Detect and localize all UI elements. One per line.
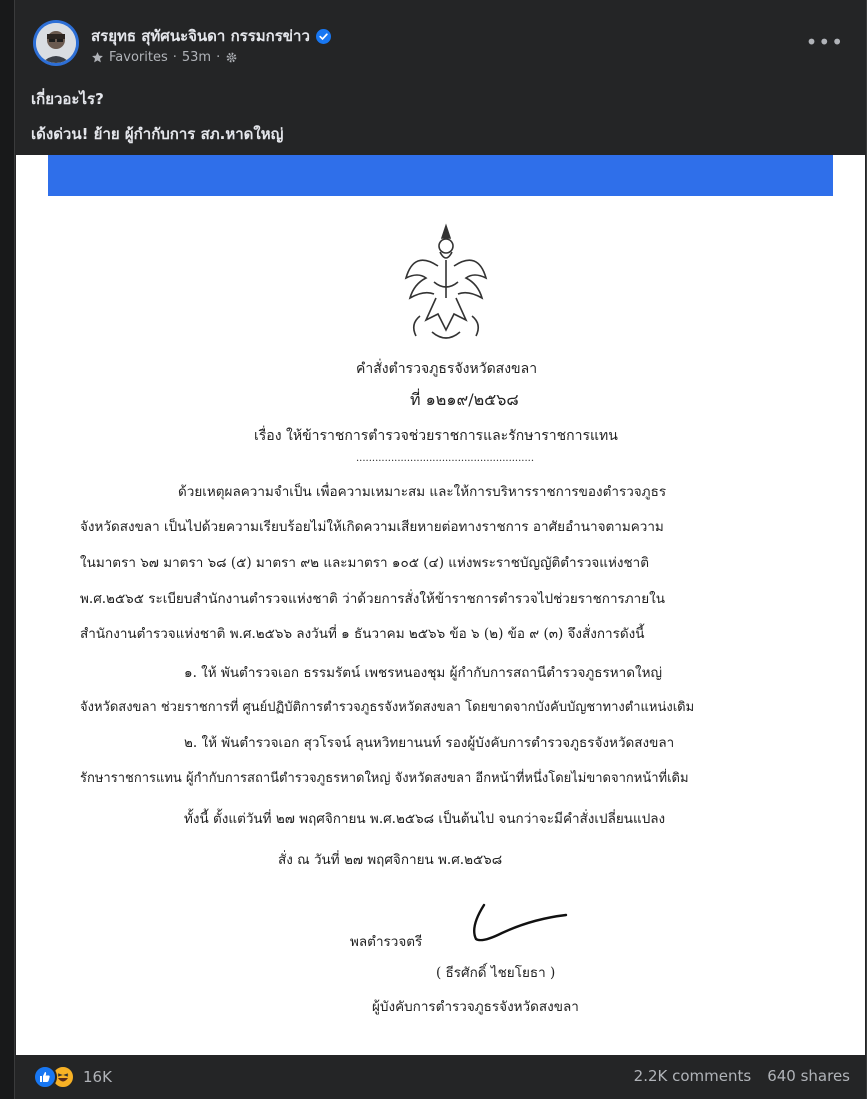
para1-line4: พ.ศ.๒๕๖๕ ระเบียบสำนักงานตำรวจแห่งชาติ ว่าด้วยการสั่งให้ข้าราชการตำรวจไปช่วยราชการภายใน bbox=[80, 591, 665, 607]
para1-line2: จังหวัดสงขลา เป็นไปด้วยความเรียบร้อยไม่ให้เกิดความเสียหายต่อทางราชการ อาศัยอำนาจตามความ bbox=[80, 519, 664, 535]
order-subject: เรื่อง ให้ข้าราชการตำรวจช่วยราชการและรักษาราชการแทน bbox=[254, 428, 618, 444]
avatar[interactable] bbox=[33, 20, 79, 66]
image-top-banner bbox=[48, 155, 833, 196]
signer-rank: พลตำรวจตรี bbox=[350, 934, 423, 950]
post-time[interactable]: 53m bbox=[181, 50, 212, 65]
comments-count[interactable]: 2.2K comments bbox=[633, 1067, 752, 1085]
post-image-document[interactable] bbox=[16, 155, 865, 1055]
garuda-emblem-icon bbox=[396, 220, 496, 350]
avatar-photo bbox=[36, 23, 76, 63]
facebook-post bbox=[14, 0, 867, 1099]
signer-position: ผู้บังคับการตำรวจภูธรจังหวัดสงขลา bbox=[372, 999, 579, 1015]
post-header bbox=[15, 0, 866, 80]
avatar-face-icon bbox=[36, 23, 76, 63]
post-text-line-2: เด้งด่วน! ย้าย ผู้กำกับการ สภ.หาดใหญ่ bbox=[31, 125, 284, 143]
verified-badge-icon bbox=[316, 29, 331, 44]
ordered-date-line: สั่ง ณ วันที่ ๒๗ พฤศจิกายน พ.ศ.๒๕๖๘ bbox=[278, 852, 503, 868]
reaction-count[interactable]: 16K bbox=[83, 1068, 112, 1086]
subject-divider: ........................................................ bbox=[356, 453, 535, 464]
reactions-summary[interactable] bbox=[33, 1065, 112, 1089]
author-name[interactable]: สรยุทธ สุทัศนะจินดา กรรมกรข่าว bbox=[91, 27, 310, 45]
item2-line1: ๒. ให้ พันตำรวจเอก สุวโรจน์ ลุนหวิทยานนท์ รองผู้บังคับการตำรวจภูธรจังหวัดสงขลา bbox=[184, 735, 675, 751]
item1-line2: จังหวัดสงขลา ช่วยราชการที่ ศูนย์ปฏิบัติการตำรวจภูธรจังหวัดสงขลา โดยขาดจากบังคับบัญชาทางตำแหน่งเดิม bbox=[80, 700, 695, 715]
post-meta bbox=[91, 50, 238, 65]
engagement-stats bbox=[634, 1067, 850, 1085]
para1-line3: ในมาตรา ๖๗ มาตรา ๖๘ (๕) มาตรา ๙๒ และมาตรา ๑๐๕ (๔) แห่งพระราชบัญญัติตำรวจแห่งชาติ bbox=[80, 555, 650, 571]
post-footer bbox=[15, 1055, 866, 1099]
meta-separator: · bbox=[172, 50, 177, 65]
like-reaction-icon bbox=[33, 1065, 57, 1089]
author-name-row bbox=[91, 24, 331, 48]
audience-label[interactable]: Favorites bbox=[109, 50, 168, 65]
post-text-line-1: เกี่ยวอะไร? bbox=[31, 90, 104, 108]
meta-separator: · bbox=[216, 50, 221, 65]
star-icon bbox=[91, 51, 104, 64]
item2-line2: รักษาราชการแทน ผู้กำกับการสถานีตำรวจภูธรหาดใหญ่ จังหวัดสงขลา อีกหน้าที่หนึ่งโดยไม่ขาดจากหน้าที่เดิม bbox=[80, 771, 689, 786]
signer-name: ( ธีรศักดิ์ ไชยโยธา ) bbox=[436, 965, 556, 981]
shares-count[interactable]: 640 shares bbox=[767, 1067, 850, 1085]
signature-mark bbox=[462, 897, 572, 947]
gear-icon[interactable] bbox=[225, 51, 238, 64]
item1-line1: ๑. ให้ พันตำรวจเอก ธรรมรัตน์ เพชรหนองชุม ผู้กำกับการสถานีตำรวจภูธรหาดใหญ่ bbox=[184, 665, 662, 681]
para1-line1: ด้วยเหตุผลความจำเป็น เพื่อความเหมาะสม และให้การบริหารราชการของตำรวจภูธร bbox=[178, 484, 667, 500]
para1-line5: สำนักงานตำรวจแห่งชาติ พ.ศ.๒๕๖๖ ลงวันที่ ๑ ธันวาคม ๒๕๖๖ ข้อ ๖ (๒) ข้อ ๙ (๓) จึงสั่งการดังนี้ bbox=[80, 626, 645, 642]
order-number: ที่ ๑๒๑๙/๒๕๖๘ bbox=[410, 390, 519, 409]
more-options-icon[interactable]: ••• bbox=[805, 30, 844, 54]
order-title: คำสั่งตำรวจภูธรจังหวัดสงขลา bbox=[356, 361, 538, 377]
effective-date-line: ทั้งนี้ ตั้งแต่วันที่ ๒๗ พฤศจิกายน พ.ศ.๒๕๖๘ เป็นต้นไป จนกว่าจะมีคำสั่งเปลี่ยนแปลง bbox=[184, 811, 666, 827]
